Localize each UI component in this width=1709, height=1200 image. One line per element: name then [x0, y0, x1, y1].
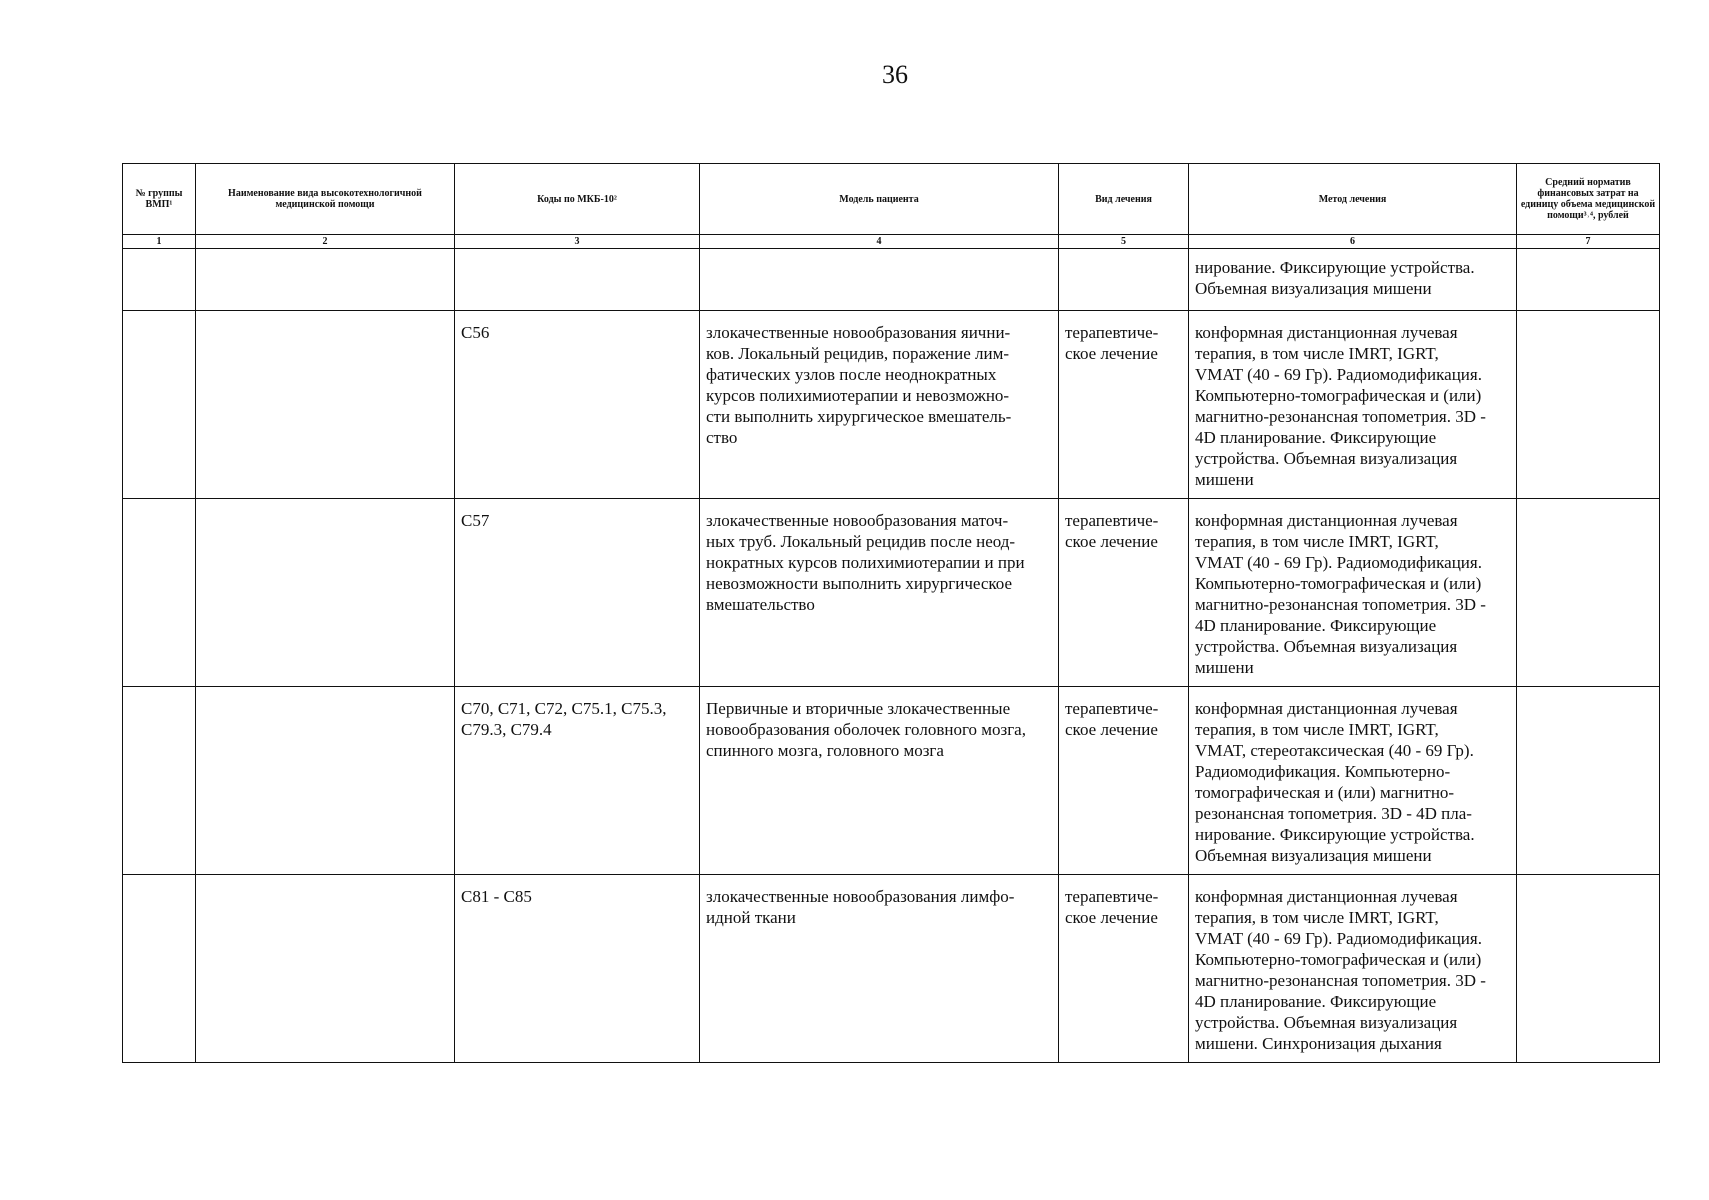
- care-type-name-cell: [196, 249, 455, 311]
- table-row: [123, 311, 1660, 499]
- group-number-cell: [123, 499, 196, 687]
- column-number-row: [123, 235, 1660, 249]
- header-group-number: № группы ВМП¹: [123, 164, 196, 235]
- treatment-type-cell: [1059, 249, 1189, 311]
- table-row: [123, 687, 1660, 875]
- column-number: 1: [123, 235, 196, 249]
- patient-model-cell: злокачественные новообразования лимфо- идной ткани: [700, 875, 1059, 1063]
- header-average-cost: Средний норматив финансовых затрат на единицу объема медицинской помощи³˒⁴, рублей: [1517, 164, 1660, 235]
- column-number: 5: [1059, 235, 1189, 249]
- patient-model-cell: Первичные и вторичные злокачественные новообразования оболочек головного мозга, спинного мозга, головного мозга: [700, 687, 1059, 875]
- header-row: [123, 164, 1660, 235]
- care-type-name-cell: [196, 875, 455, 1063]
- group-number-cell: [123, 687, 196, 875]
- header-patient-model: Модель пациента: [700, 164, 1059, 235]
- header-care-type-name: Наименование вида высокотехнологичной медицинской помощи: [196, 164, 455, 235]
- header-treatment-method: Метод лечения: [1189, 164, 1517, 235]
- treatment-type-cell: терапевтиче- ское лечение: [1059, 687, 1189, 875]
- icd-codes-cell: C57: [455, 499, 700, 687]
- treatment-method-cell: конформная дистанционная лучевая терапия, в том числе IMRT, IGRT, VMAT (40 - 69 Гр). Радиомодификация. Компьютерно-томографическая и (или) магнитно-резонансная топометрия. 3D - 4D планирование. Фиксирующие устройства. Объемная визуализация мишени: [1189, 499, 1517, 687]
- average-cost-cell: [1517, 687, 1660, 875]
- column-number: 6: [1189, 235, 1517, 249]
- patient-model-cell: злокачественные новообразования яични- ков. Локальный рецидив, поражение лим- фатических узлов после неоднократных курсов полихимиотерапии и невозможно- сти выполнить хирургическое вмешатель- ство: [700, 311, 1059, 499]
- patient-model-cell: злокачественные новообразования маточ- ных труб. Локальный рецидив после неод- нократных курсов полихимиотерапии и при невозможности выполнить хирургическое вмешательство: [700, 499, 1059, 687]
- group-number-cell: [123, 311, 196, 499]
- column-number: 4: [700, 235, 1059, 249]
- average-cost-cell: [1517, 249, 1660, 311]
- average-cost-cell: [1517, 311, 1660, 499]
- column-number: 2: [196, 235, 455, 249]
- column-number: 7: [1517, 235, 1660, 249]
- icd-codes-cell: [455, 249, 700, 311]
- header-treatment-type: Вид лечения: [1059, 164, 1189, 235]
- treatment-method-cell: конформная дистанционная лучевая терапия, в том числе IMRT, IGRT, VMAT, стереотаксическая (40 - 69 Гр). Радиомодификация. Компьютерно- томографическая и (или) магнитно- резонансная топометрия. 3D - 4D пла- нирование. Фиксирующие устройства. Объемная визуализация мишени: [1189, 687, 1517, 875]
- table-row: [123, 499, 1660, 687]
- treatment-type-cell: терапевтиче- ское лечение: [1059, 875, 1189, 1063]
- care-type-name-cell: [196, 687, 455, 875]
- medical-care-table: [122, 163, 1660, 1063]
- icd-codes-cell: C56: [455, 311, 700, 499]
- treatment-method-cell: нирование. Фиксирующие устройства. Объемная визуализация мишени: [1189, 249, 1517, 311]
- icd-codes-cell: C81 - C85: [455, 875, 700, 1063]
- treatment-method-cell: конформная дистанционная лучевая терапия, в том числе IMRT, IGRT, VMAT (40 - 69 Гр). Радиомодификация. Компьютерно-томографическая и (или) магнитно-резонансная топометрия. 3D - 4D планирование. Фиксирующие устройства. Объемная визуализация мишени. Синхронизация дыхания: [1189, 875, 1517, 1063]
- care-type-name-cell: [196, 499, 455, 687]
- group-number-cell: [123, 249, 196, 311]
- icd-codes-cell: C70, C71, C72, C75.1, C75.3, C79.3, C79.4: [455, 687, 700, 875]
- treatment-type-cell: терапевтиче- ское лечение: [1059, 499, 1189, 687]
- page-number: 36: [882, 60, 908, 89]
- care-type-name-cell: [196, 311, 455, 499]
- table-row: [123, 249, 1660, 311]
- average-cost-cell: [1517, 875, 1660, 1063]
- treatment-method-cell: конформная дистанционная лучевая терапия, в том числе IMRT, IGRT, VMAT (40 - 69 Гр). Радиомодификация. Компьютерно-томографическая и (или) магнитно-резонансная топометрия. 3D - 4D планирование. Фиксирующие устройства. Объемная визуализация мишени: [1189, 311, 1517, 499]
- header-icd-codes: Коды по МКБ-10²: [455, 164, 700, 235]
- treatment-type-cell: терапевтиче- ское лечение: [1059, 311, 1189, 499]
- group-number-cell: [123, 875, 196, 1063]
- column-number: 3: [455, 235, 700, 249]
- average-cost-cell: [1517, 499, 1660, 687]
- table-row: [123, 875, 1660, 1063]
- patient-model-cell: [700, 249, 1059, 311]
